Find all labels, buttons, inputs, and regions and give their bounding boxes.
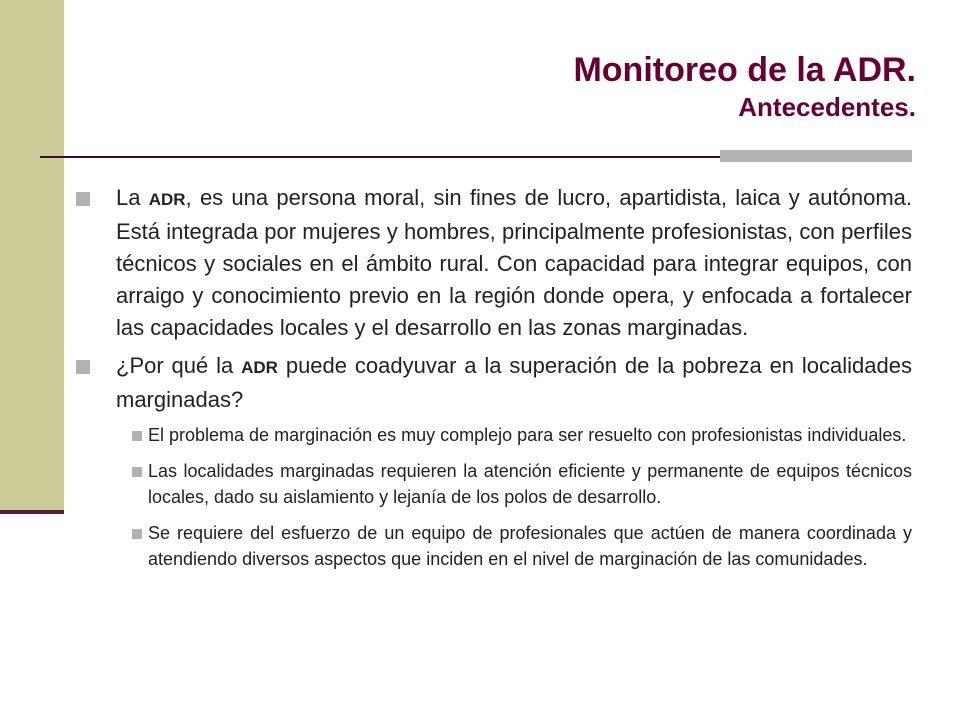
square-bullet-icon	[132, 529, 142, 539]
bullet-keyword: ADR	[241, 358, 278, 377]
sub-bullet-item	[76, 422, 912, 448]
sub-bullet-item	[76, 520, 912, 572]
slide-content	[76, 182, 912, 582]
bullet-item	[76, 182, 912, 344]
slide-title: Monitoreo de la ADR.	[573, 51, 916, 89]
sub-bullet-item	[76, 458, 912, 510]
title-block	[573, 50, 916, 124]
square-bullet-icon	[132, 467, 142, 477]
square-bullet-icon	[76, 192, 90, 206]
sub-bullet-text: Se requiere del esfuerzo de un equipo de profesionales que actúen de manera coordinada y atendiendo diversos aspectos que inciden en el nivel de marginación de las comunidades.	[148, 523, 912, 569]
side-decor-underline	[0, 510, 64, 514]
square-bullet-icon	[132, 431, 142, 441]
slide-subtitle: Antecedentes.	[738, 92, 916, 122]
bullet-text-pre: ¿Por qué la	[116, 353, 242, 378]
bullet-keyword: ADR	[148, 190, 186, 209]
bullet-text-pre: La	[116, 185, 149, 210]
bullet-text-post: puede coadyuvar a la superación de la pobreza en localidades marginadas?	[116, 353, 912, 412]
square-bullet-icon	[76, 360, 90, 374]
bullet-item	[76, 350, 912, 416]
sub-bullet-text: Las localidades marginadas requieren la atención eficiente y permanente de equipos técnicos locales, dado su aislamiento y lejanía de los polos de desarrollo.	[148, 461, 912, 507]
side-decor-band	[0, 0, 64, 512]
bullet-text-post: , es una persona moral, sin fines de lucro, apartidista, laica y autónoma. Está integrada por mujeres y hombres, principalmente profesionistas, con perfiles técnicos y sociales en el ámbito rural. Con capacidad para integrar equipos, con arraigo y conocimiento previo en la región donde opera, y enfocada a fortalecer las capacidades locales y el desarrollo en las zonas marginadas.	[116, 185, 912, 340]
sub-bullet-text: El problema de marginación es muy complejo para ser resuelto con profesionistas individuales.	[148, 425, 907, 445]
title-divider-accent	[720, 150, 912, 162]
